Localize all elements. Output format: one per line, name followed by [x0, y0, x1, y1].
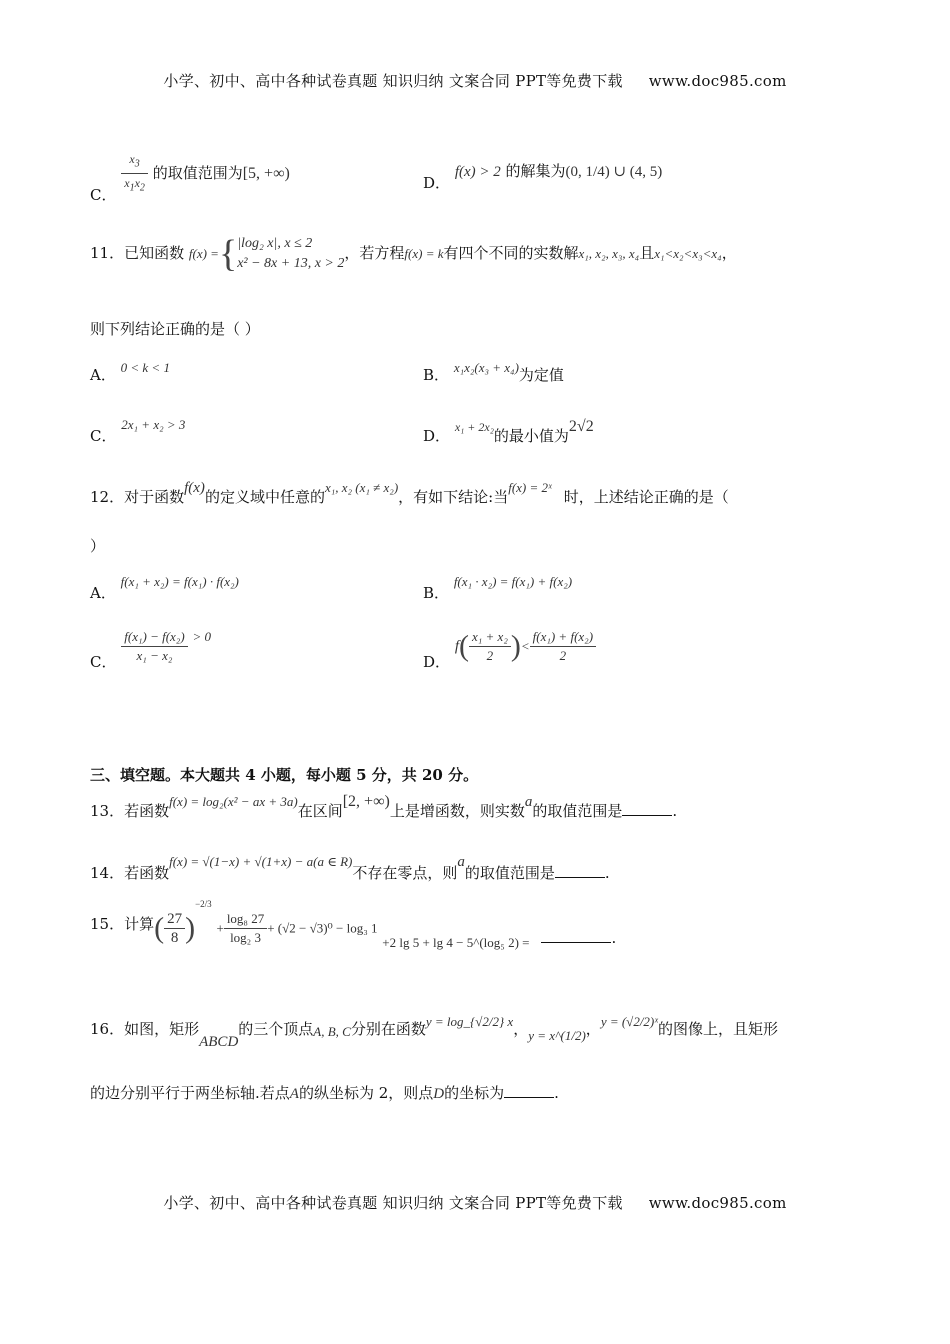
- numerator: f(x₁) + f(x₂): [530, 628, 596, 647]
- option-math: f(x₁ · x₂) = f(x₁) + f(x₂): [453, 574, 573, 589]
- stem-text: 的边分别平行于两坐标轴.若点: [90, 1084, 290, 1102]
- stem-text: 不存在零点，则: [352, 864, 458, 882]
- stem-text: 分别在函数: [350, 1020, 426, 1038]
- option-math: > 0: [192, 628, 211, 644]
- denominator: 2: [559, 648, 567, 663]
- q12-option-a: [90, 570, 239, 602]
- q11-option-b: [423, 356, 564, 384]
- denominator: x₁ − x₂: [136, 648, 173, 663]
- option-label: B．: [423, 584, 450, 602]
- footer-text: 小学、初中、高中各种试卷真题 知识归纳 文案合同 PPT等免费下载: [163, 1194, 623, 1212]
- paren-open-icon: (: [458, 629, 469, 663]
- option-text: 的解集为: [505, 162, 566, 180]
- fraction: [469, 628, 511, 665]
- fraction: [224, 910, 267, 947]
- option-math: 2x₁ + x₂ > 3: [121, 417, 186, 432]
- fraction: [530, 628, 596, 665]
- fraction: $\frac{x_3}{x_1x_2}$: [121, 150, 148, 198]
- answer-blank[interactable]: [541, 932, 611, 943]
- function-name: f(x) =: [188, 246, 219, 261]
- question-number: 11．: [90, 244, 125, 262]
- interval: [2, +∞): [342, 793, 390, 810]
- stem-text: 的三个顶点: [238, 1020, 314, 1038]
- option-label: C．: [90, 427, 117, 445]
- header-text: 小学、初中、高中各种试卷真题 知识归纳 文案合同 PPT等免费下载: [163, 72, 623, 90]
- fraction: [164, 910, 185, 947]
- stem-text: ，: [513, 1020, 529, 1038]
- expression: +2 lg 5 + lg 4 − 5^(log₅ 2) =: [382, 934, 530, 950]
- condition: f(x) = 2ˣ: [508, 480, 552, 495]
- function-name: f: [454, 638, 459, 655]
- denominator: 8: [170, 930, 179, 946]
- option-text: 为定值: [518, 366, 564, 384]
- exponent: −2/3: [195, 898, 212, 909]
- stem-text: 上是增函数，则实数: [389, 802, 525, 820]
- footer-site: www.doc985.com: [648, 1194, 787, 1212]
- q12-option-b: [423, 570, 573, 602]
- case-1: |log₂ x|, x ≤ 2: [237, 236, 313, 251]
- option-label: D．: [423, 427, 451, 445]
- variable: a: [457, 854, 465, 870]
- less-than: <: [520, 638, 530, 654]
- question-number: 15．: [90, 914, 125, 933]
- answer-blank[interactable]: [504, 1083, 554, 1098]
- variable: ABCD: [199, 1034, 239, 1050]
- function-name: f(x): [184, 480, 205, 496]
- option-label: D．: [423, 652, 451, 671]
- stem-text: 且: [639, 244, 655, 262]
- function: f(x) = √(1−x) + √(1+x) − a(a ∈ R): [169, 854, 353, 869]
- section-title: 三、填空题。本大题共 4 小题，每小题 5 分，共 20 分。: [90, 766, 479, 784]
- q12-stem-2: ）: [90, 537, 106, 555]
- variables: x₁, x₂ (x₁ ≠ x₂): [324, 480, 399, 495]
- numerator: 27: [164, 910, 185, 929]
- stem-text: ，: [721, 244, 737, 262]
- stem-text: 有四个不同的实数解: [443, 244, 579, 262]
- equation: f(x) = k: [404, 246, 444, 261]
- variable: A: [289, 1086, 299, 1102]
- question-number: 13．: [90, 802, 125, 820]
- option-math: f(x₁ + x₂) = f(x₁) · f(x₂): [120, 574, 239, 589]
- stem-text: 若函数: [124, 802, 170, 820]
- stem-text: 的取值范围是: [532, 802, 623, 820]
- paren-close-icon: ): [185, 911, 196, 945]
- question-number: 16．: [90, 1020, 125, 1038]
- stem-text: 的纵坐标为 2，则点: [298, 1084, 434, 1102]
- q11-option-c: [90, 413, 186, 445]
- numerator: f(x₁) − f(x₂): [121, 628, 187, 647]
- option-math: x₁x₂(x₃ + x₄): [453, 360, 519, 375]
- q16-line2: [90, 1082, 559, 1103]
- function: y = log_{√2/2} x: [425, 1014, 514, 1029]
- option-math-set: (0, 1/4) ∪ (4, 5): [565, 164, 663, 180]
- q14: [90, 850, 610, 882]
- q12-option-c: [90, 628, 211, 671]
- function: y = x^(1/2): [528, 1028, 586, 1043]
- option-math: [5, +∞): [242, 164, 290, 182]
- option-text: 的最小值为: [493, 427, 569, 445]
- stem-text: 时，上述结论正确的是（: [563, 488, 729, 506]
- page-footer: [0, 1192, 950, 1213]
- q12-option-d: [423, 628, 596, 671]
- q11-stem: [90, 232, 737, 276]
- brace-icon: {: [218, 233, 238, 275]
- q12-stem: [90, 476, 729, 506]
- question-number: 14．: [90, 864, 125, 882]
- function: y = (√2/2)ˣ: [600, 1014, 658, 1029]
- stem-text: 已知函数: [124, 244, 185, 262]
- q10-option-c: [90, 150, 290, 204]
- option-label: A．: [90, 366, 116, 384]
- stem-text: ，有如下结论:当: [398, 488, 509, 506]
- q11-option-a: [90, 356, 170, 384]
- paren-close-icon: ): [510, 629, 521, 663]
- fraction: [121, 628, 187, 665]
- q16: [90, 1010, 778, 1050]
- variable: a: [524, 794, 533, 810]
- stem-text: .: [672, 802, 678, 820]
- q13: [90, 790, 678, 820]
- variables: A, B, C: [313, 1024, 351, 1039]
- stem-text: ，若方程: [344, 244, 405, 262]
- piecewise-cases: [237, 234, 344, 274]
- option-math: f(x) > 2: [454, 164, 501, 180]
- page-header: [0, 70, 950, 91]
- option-value: 2√2: [568, 418, 594, 435]
- function: f(x) = log₂(x² − ax + 3a): [169, 794, 298, 809]
- option-label: B．: [423, 366, 450, 384]
- denominator: log₂ 3: [230, 930, 261, 945]
- option-label: D．: [423, 174, 451, 192]
- order: x₁<x₂<x₃<x₄: [654, 246, 722, 261]
- option-text: 的取值范围为: [152, 163, 243, 182]
- answer-blank[interactable]: [622, 801, 672, 816]
- option-label: C．: [90, 652, 117, 671]
- stem-text: 若函数: [124, 864, 170, 882]
- stem-text: 的坐标为: [444, 1084, 505, 1102]
- q10-option-d: [423, 160, 663, 192]
- stem-text: 的取值范围是: [464, 864, 555, 882]
- stem-text: 的定义域中任意的: [204, 488, 325, 506]
- stem-text: ，: [585, 1020, 601, 1038]
- numerator: x₁ + x₂: [469, 628, 511, 647]
- question-number: 12．: [90, 488, 125, 506]
- answer-blank[interactable]: [555, 863, 605, 878]
- expression: + (√2 − √3)⁰ − log₃ 1: [267, 920, 378, 936]
- stem-text: 在区间: [297, 802, 343, 820]
- option-math: x₁ + 2x₂: [454, 420, 494, 434]
- q15: [90, 898, 617, 950]
- case-2: x² − 8x + 13, x > 2: [237, 256, 345, 271]
- option-math: 0 < k < 1: [120, 360, 170, 375]
- variable: D: [433, 1086, 445, 1102]
- stem-text: .: [554, 1084, 559, 1102]
- variables: x₁, x₂, x₃, x₄: [578, 246, 640, 261]
- stem-text: .: [611, 928, 617, 947]
- q11-stem-2: 则下列结论正确的是（ ）: [90, 320, 260, 338]
- option-label: C．: [90, 185, 117, 204]
- option-label: A．: [90, 584, 116, 602]
- q11-option-d: [423, 415, 594, 445]
- paren-open-icon: (: [154, 911, 165, 945]
- denominator: 2: [486, 648, 494, 663]
- stem-text: 如图，矩形: [124, 1020, 200, 1038]
- stem-text: 对于函数: [124, 488, 185, 506]
- header-site: www.doc985.com: [648, 72, 787, 90]
- stem-text: 的图像上，且矩形: [657, 1020, 778, 1038]
- stem-text: 计算: [124, 914, 155, 933]
- operator: +: [216, 920, 224, 936]
- numerator: log₈ 27: [224, 910, 267, 929]
- stem-text: .: [604, 864, 610, 882]
